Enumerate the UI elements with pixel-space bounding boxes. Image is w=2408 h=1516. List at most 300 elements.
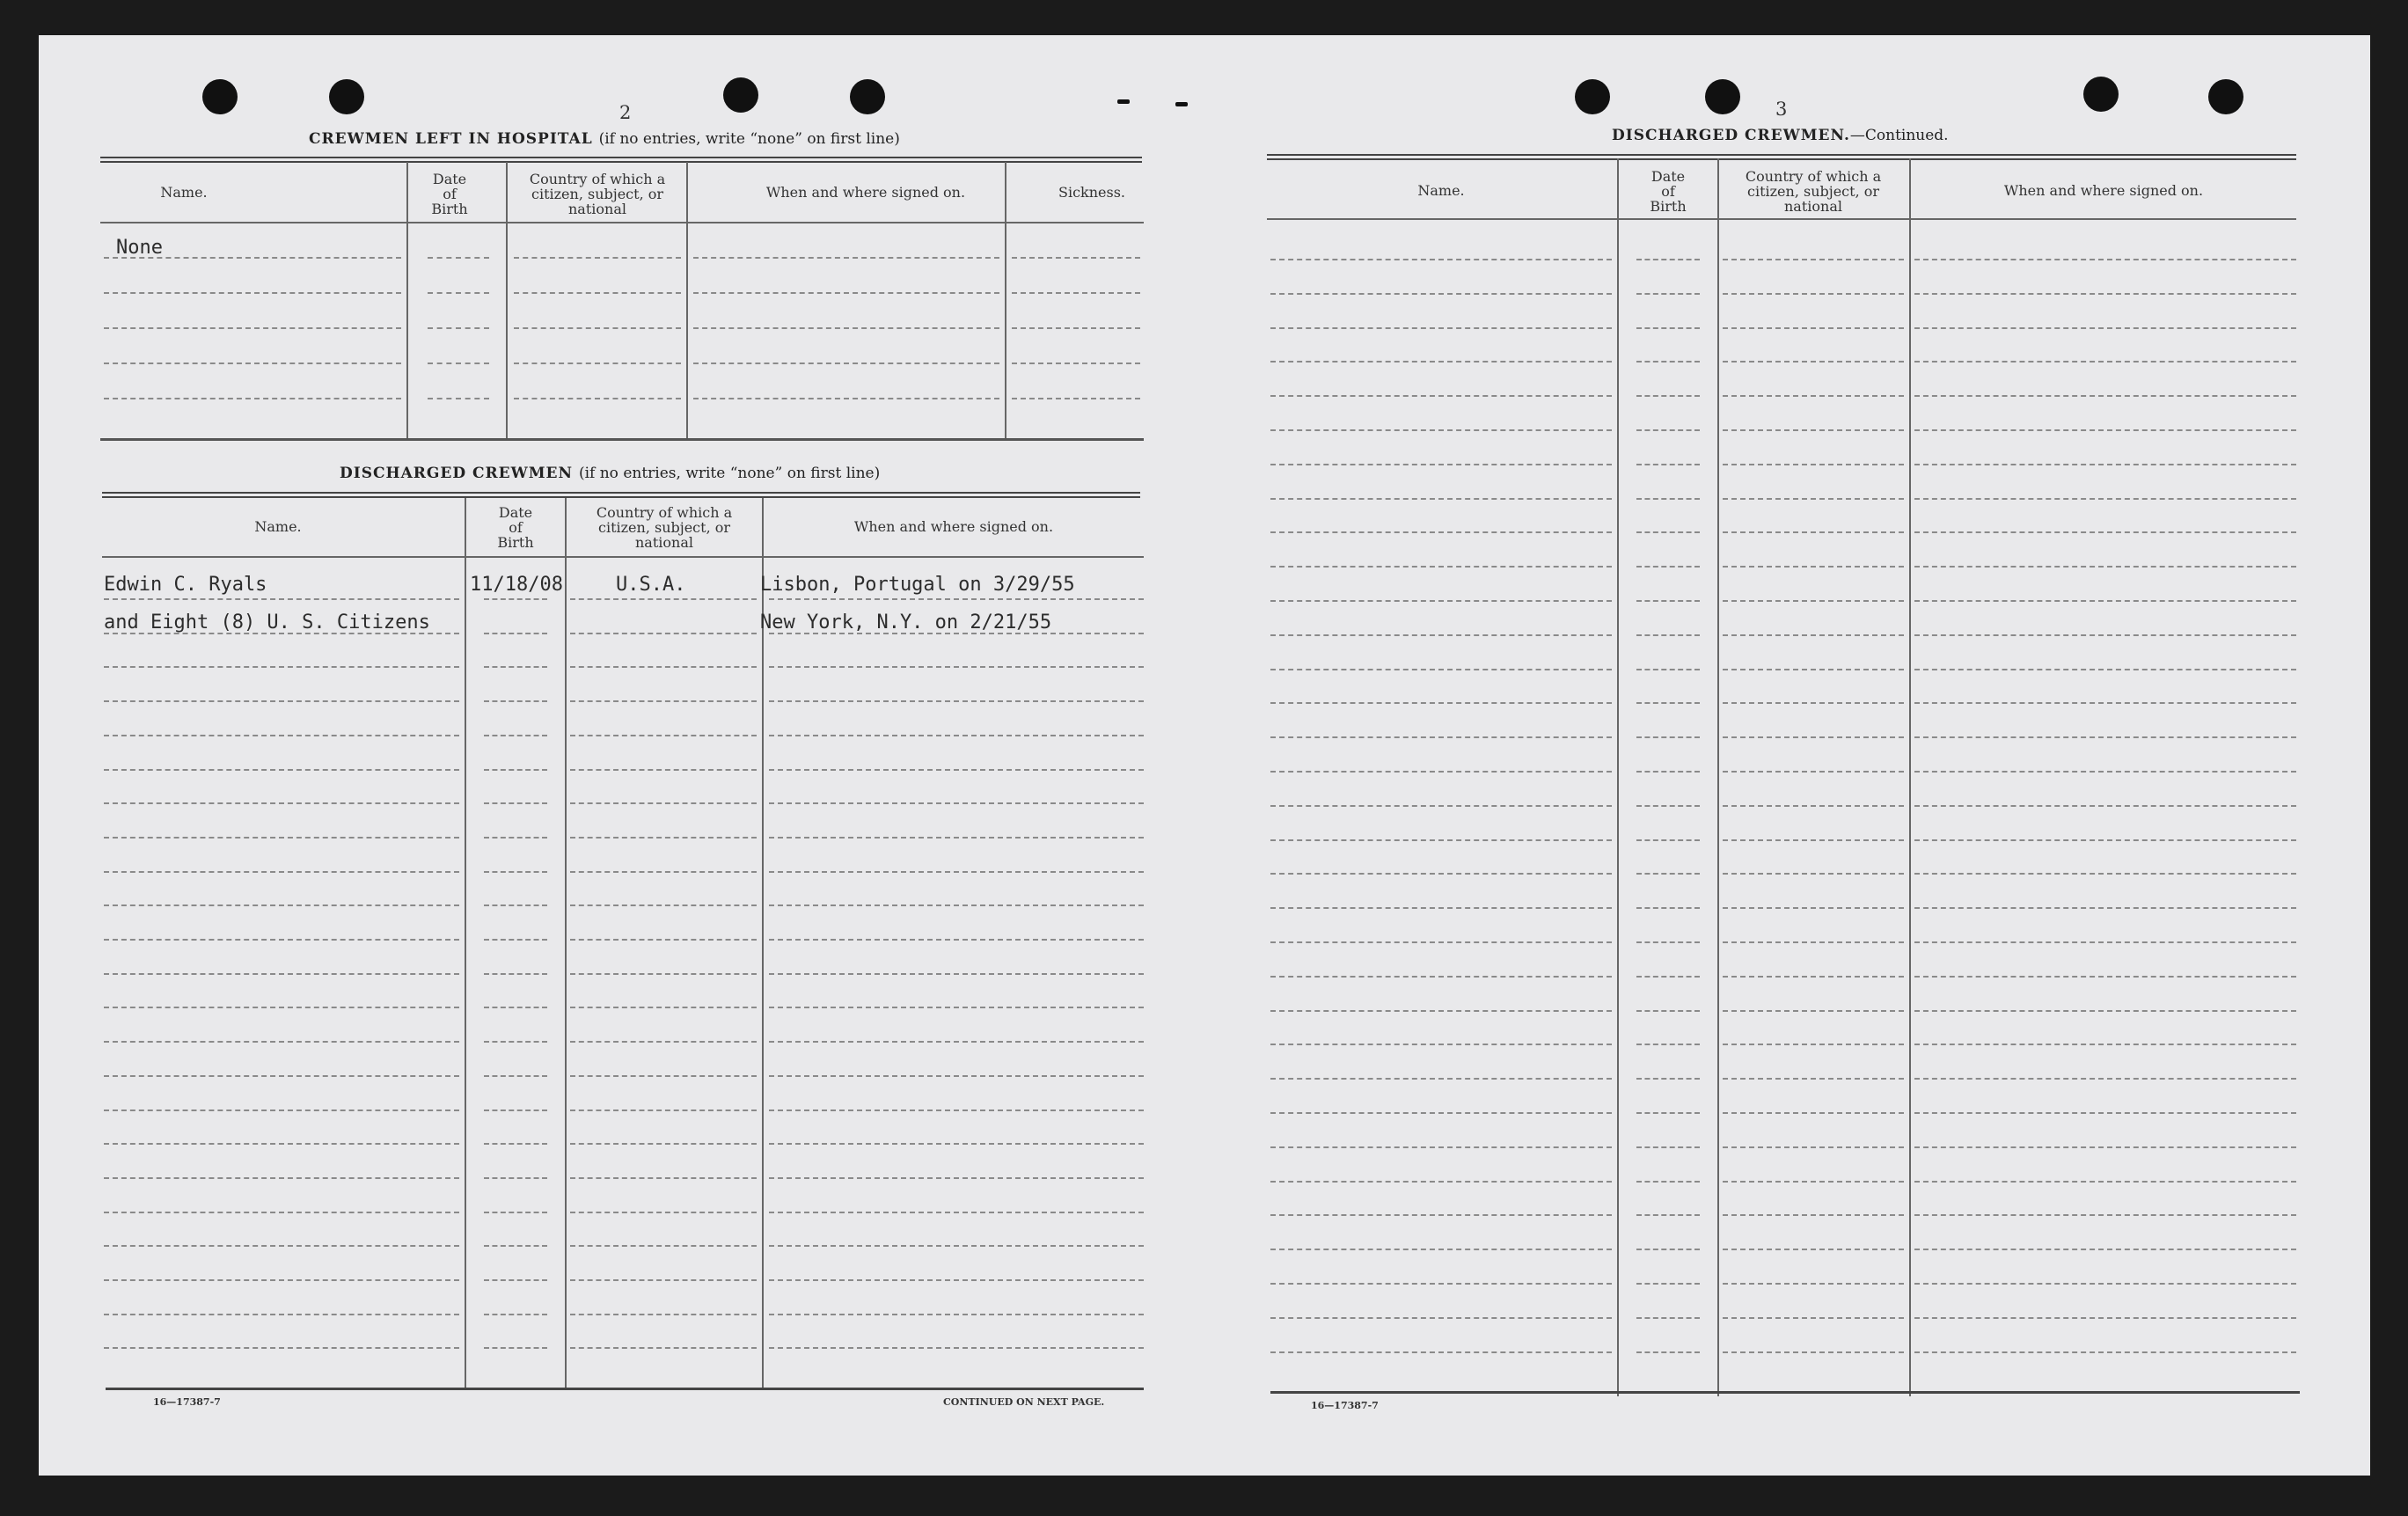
- ruled-line: [769, 1347, 1144, 1349]
- ruled-line: [570, 633, 757, 634]
- ruled-line: [769, 1041, 1144, 1043]
- ruled-line: [1914, 1146, 2296, 1148]
- ruled-line: [1914, 1044, 2296, 1045]
- ruled-line: [1636, 464, 1700, 465]
- ruled-line: [1723, 771, 1904, 773]
- ruled-line: [570, 1347, 757, 1349]
- ruled-line: [1270, 634, 1612, 636]
- ruled-line: [484, 837, 547, 839]
- ruled-line: [1636, 1249, 1700, 1250]
- ruled-line: [1270, 464, 1612, 465]
- column-divider: [1617, 158, 1619, 1396]
- ruled-line: [570, 1314, 757, 1315]
- ruled-line: [1636, 736, 1700, 738]
- ruled-line: [1270, 873, 1612, 875]
- column-divider: [686, 162, 688, 439]
- ruled-line: [570, 871, 757, 873]
- ruled-line: [428, 398, 489, 399]
- ruled-line: [484, 633, 547, 634]
- ruled-line: [104, 598, 459, 600]
- ruled-line: [104, 327, 401, 329]
- ruled-line: [769, 1075, 1144, 1077]
- ruled-line: [1723, 941, 1904, 943]
- ruled-line: [1270, 1044, 1612, 1045]
- ruled-line: [484, 1177, 547, 1179]
- ruled-line: [769, 973, 1144, 975]
- ruled-line: [1270, 736, 1612, 738]
- ruled-line: [1636, 327, 1700, 329]
- ruled-line: [104, 700, 459, 702]
- crew-signed-on: New York, N.Y. on 2/21/55: [760, 612, 1052, 633]
- ruled-line: [1723, 634, 1904, 636]
- ruled-line: [1636, 771, 1700, 773]
- ruled-line: [1914, 839, 2296, 841]
- ruled-line: [570, 973, 757, 975]
- ruled-line: [1723, 498, 1904, 500]
- ruled-line: [1914, 1214, 2296, 1216]
- ruled-line: [514, 398, 681, 399]
- ruled-line: [769, 1212, 1144, 1213]
- ruled-line: [1723, 429, 1904, 431]
- discharged-section-title: DISCHARGED CREWMEN (if no entries, write “none” on first line): [340, 465, 881, 482]
- ruled-line: [428, 292, 489, 294]
- ruled-line: [1270, 941, 1612, 943]
- punch-hole: [202, 79, 238, 114]
- ruled-line: [1723, 1317, 1904, 1319]
- column-header: When and where signed on.: [765, 184, 966, 201]
- ruled-line: [1914, 1283, 2296, 1285]
- ruled-line: [1636, 1317, 1700, 1319]
- ruled-line: [428, 257, 489, 259]
- ruled-line: [1914, 395, 2296, 397]
- ruled-line: [514, 327, 681, 329]
- ruled-line: [1723, 1146, 1904, 1148]
- ruled-line: [1270, 327, 1612, 329]
- ruled-line: [769, 1245, 1144, 1247]
- crew-signed-on: Lisbon, Portugal on 3/29/55: [760, 574, 1075, 596]
- ruled-line: [1914, 361, 2296, 363]
- ruled-line: [1723, 1283, 1904, 1285]
- ruled-line: [1723, 976, 1904, 978]
- ruled-line: [1270, 566, 1612, 568]
- ruled-line: [1270, 1351, 1612, 1353]
- ruled-line: [484, 1110, 547, 1111]
- ruled-line: [570, 1007, 757, 1008]
- header-rule: [100, 222, 1144, 223]
- ruled-line: [1270, 702, 1612, 704]
- column-divider: [406, 162, 408, 439]
- ruled-line: [1723, 1249, 1904, 1250]
- ruled-line: [1914, 1351, 2296, 1353]
- ruled-line: [1270, 669, 1612, 670]
- column-header: Country of which a citizen, subject, or national: [596, 504, 733, 551]
- ruled-line: [484, 1314, 547, 1315]
- hospital-entry: None: [116, 237, 163, 259]
- ruled-line: [693, 363, 999, 364]
- ruled-line: [570, 700, 757, 702]
- ruled-line: [1723, 1351, 1904, 1353]
- page-number: 2: [619, 102, 632, 123]
- ruled-line: [1914, 531, 2296, 533]
- ruled-line: [104, 398, 401, 399]
- ruled-line: [1636, 907, 1700, 909]
- ruled-line: [1270, 293, 1612, 295]
- punch-hole: [329, 79, 364, 114]
- ruled-line: [1636, 566, 1700, 568]
- ruled-line: [1636, 873, 1700, 875]
- crew-name: Edwin C. Ryals: [104, 574, 267, 596]
- ruled-line: [514, 292, 681, 294]
- ruled-line: [104, 802, 459, 804]
- ruled-line: [1636, 702, 1700, 704]
- ruled-line: [570, 1279, 757, 1281]
- ruled-line: [484, 871, 547, 873]
- ruled-line: [1636, 395, 1700, 397]
- ruled-line: [769, 1007, 1144, 1008]
- form-number: 16—17387-7: [1311, 1400, 1379, 1411]
- ruled-line: [104, 1075, 459, 1077]
- ruled-line: [1636, 976, 1700, 978]
- ruled-line: [428, 327, 489, 329]
- ruled-line: [1636, 839, 1700, 841]
- ruled-line: [570, 1212, 757, 1213]
- ruled-line: [570, 904, 757, 906]
- ruled-line: [104, 735, 459, 736]
- ruled-line: [104, 1110, 459, 1111]
- ruled-line: [1914, 873, 2296, 875]
- ruled-line: [693, 257, 999, 259]
- ruled-line: [1270, 1249, 1612, 1250]
- ruled-line: [1723, 873, 1904, 875]
- ruled-line: [1723, 600, 1904, 602]
- ruled-line: [104, 939, 459, 941]
- ruled-line: [1723, 1112, 1904, 1114]
- ruled-line: [104, 1041, 459, 1043]
- ruled-line: [484, 735, 547, 736]
- ruled-line: [1636, 600, 1700, 602]
- ruled-line: [1270, 361, 1612, 363]
- ruled-line: [570, 1143, 757, 1145]
- ruled-line: [484, 1007, 547, 1008]
- ruled-line: [484, 700, 547, 702]
- ruled-line: [428, 363, 489, 364]
- ruled-line: [1636, 1010, 1700, 1012]
- ruled-line: [1636, 634, 1700, 636]
- ruled-line: [104, 769, 459, 771]
- ruled-line: [1636, 1351, 1700, 1353]
- ruled-line: [1914, 771, 2296, 773]
- ruled-line: [104, 1347, 459, 1349]
- ruled-line: [769, 700, 1144, 702]
- ruled-line: [570, 939, 757, 941]
- ruled-line: [104, 1212, 459, 1213]
- ruled-line: [1636, 1181, 1700, 1183]
- ruled-line: [484, 1347, 547, 1349]
- ruled-line: [104, 1007, 459, 1008]
- ruled-line: [1012, 398, 1140, 399]
- ruled-line: [1270, 1146, 1612, 1148]
- ruled-line: [104, 292, 401, 294]
- ruled-line: [1012, 257, 1140, 259]
- ruled-line: [1270, 600, 1612, 602]
- bottom-rule: [1270, 1391, 2300, 1394]
- ruled-line: [104, 1143, 459, 1145]
- ruled-line: [1636, 1078, 1700, 1080]
- ruled-line: [1636, 498, 1700, 500]
- ruled-line: [514, 363, 681, 364]
- crew-dob: 11/18/08: [470, 574, 563, 596]
- section-rule: [1267, 154, 2296, 160]
- ruled-line: [769, 735, 1144, 736]
- ruled-line: [570, 1177, 757, 1179]
- ruled-line: [769, 666, 1144, 668]
- ruled-line: [1914, 1010, 2296, 1012]
- section-rule: [102, 492, 1140, 498]
- crew-name: and Eight (8) U. S. Citizens: [104, 612, 430, 633]
- column-header: Date of Birth: [431, 171, 468, 217]
- ruled-line: [1723, 464, 1904, 465]
- ruled-line: [104, 363, 401, 364]
- page-number: 3: [1775, 99, 1788, 120]
- column-divider: [1717, 158, 1719, 1396]
- ruled-line: [769, 802, 1144, 804]
- ruled-line: [769, 1177, 1144, 1179]
- ruled-line: [1270, 805, 1612, 807]
- ruled-line: [1914, 259, 2296, 260]
- ruled-line: [1914, 429, 2296, 431]
- ruled-line: [1723, 327, 1904, 329]
- ruled-line: [1723, 259, 1904, 260]
- ruled-line: [1914, 327, 2296, 329]
- ruled-line: [1914, 907, 2296, 909]
- ruled-line: [484, 1279, 547, 1281]
- ruled-line: [1636, 669, 1700, 670]
- ruled-line: [104, 1314, 459, 1315]
- ruled-line: [1636, 531, 1700, 533]
- ruled-line: [484, 802, 547, 804]
- ruled-line: [1914, 702, 2296, 704]
- ruled-line: [1914, 941, 2296, 943]
- header-rule: [1267, 218, 2296, 220]
- ruled-line: [1636, 429, 1700, 431]
- discharged-continued-title: DISCHARGED CREWMEN.—Continued.: [1612, 127, 1949, 144]
- ruled-line: [1723, 1214, 1904, 1216]
- ruled-line: [1270, 1010, 1612, 1012]
- ruled-line: [769, 871, 1144, 873]
- column-header: Sickness.: [1058, 184, 1125, 201]
- column-header: When and where signed on.: [853, 518, 1054, 535]
- ruled-line: [1636, 805, 1700, 807]
- ruled-line: [1914, 1249, 2296, 1250]
- header-rule: [102, 556, 1144, 558]
- ruled-line: [769, 769, 1144, 771]
- ruled-line: [1270, 1112, 1612, 1114]
- ruled-line: [1914, 805, 2296, 807]
- ruled-line: [1636, 1044, 1700, 1045]
- ruled-line: [570, 598, 757, 600]
- column-header: Country of which a citizen, subject, or national: [1745, 168, 1882, 215]
- mark: [1117, 99, 1130, 104]
- ruled-line: [1636, 259, 1700, 260]
- ruled-line: [570, 802, 757, 804]
- ruled-line: [1270, 907, 1612, 909]
- ruled-line: [769, 939, 1144, 941]
- ruled-line: [693, 398, 999, 399]
- ruled-line: [1270, 839, 1612, 841]
- ruled-line: [104, 1177, 459, 1179]
- ruled-line: [1723, 293, 1904, 295]
- hospital-section-title: CREWMEN LEFT IN HOSPITAL (if no entries, write “none” on first line): [309, 130, 900, 148]
- column-divider: [506, 162, 508, 439]
- crew-country: U.S.A.: [616, 574, 686, 596]
- column-divider: [465, 498, 466, 1390]
- ruled-line: [570, 666, 757, 668]
- column-divider: [565, 498, 567, 1390]
- punch-hole: [723, 77, 758, 113]
- ruled-line: [1270, 429, 1612, 431]
- ruled-line: [104, 837, 459, 839]
- section-rule: [100, 438, 1144, 441]
- ruled-line: [570, 735, 757, 736]
- ruled-line: [1270, 395, 1612, 397]
- ruled-line: [484, 598, 547, 600]
- ruled-line: [693, 327, 999, 329]
- ruled-line: [484, 1143, 547, 1145]
- ruled-line: [1723, 1044, 1904, 1045]
- ruled-line: [1914, 293, 2296, 295]
- ruled-line: [484, 973, 547, 975]
- ruled-line: [570, 1245, 757, 1247]
- ruled-line: [484, 769, 547, 771]
- form-number: 16—17387-7: [153, 1396, 221, 1408]
- ruled-line: [1723, 361, 1904, 363]
- ruled-line: [1723, 566, 1904, 568]
- ruled-line: [1270, 771, 1612, 773]
- ruled-line: [1636, 1146, 1700, 1148]
- ruled-line: [1723, 395, 1904, 397]
- column-header: When and where signed on.: [2003, 182, 2204, 199]
- ruled-line: [570, 769, 757, 771]
- column-header: Country of which a citizen, subject, or national: [529, 171, 666, 217]
- ruled-line: [1270, 1317, 1612, 1319]
- ruled-line: [769, 904, 1144, 906]
- continued-note: CONTINUED ON NEXT PAGE.: [943, 1396, 1105, 1408]
- ruled-line: [1914, 498, 2296, 500]
- column-divider: [1005, 162, 1006, 439]
- ruled-line: [104, 871, 459, 873]
- ruled-line: [104, 666, 459, 668]
- ruled-line: [514, 257, 681, 259]
- ruled-line: [1723, 531, 1904, 533]
- ruled-line: [1723, 669, 1904, 670]
- column-header: Date of Birth: [1650, 168, 1687, 215]
- punch-hole: [1705, 79, 1740, 114]
- ruled-line: [1012, 292, 1140, 294]
- ruled-line: [1636, 361, 1700, 363]
- ruled-line: [1914, 464, 2296, 465]
- ruled-line: [693, 292, 999, 294]
- ruled-line: [1636, 293, 1700, 295]
- ruled-line: [570, 837, 757, 839]
- ruled-line: [1914, 1112, 2296, 1114]
- ruled-line: [1270, 1214, 1612, 1216]
- ruled-line: [1914, 1181, 2296, 1183]
- ruled-line: [484, 904, 547, 906]
- ruled-line: [1914, 976, 2296, 978]
- punch-hole: [1575, 79, 1610, 114]
- ruled-line: [1723, 1010, 1904, 1012]
- ruled-line: [1012, 327, 1140, 329]
- column-header: Name.: [160, 184, 208, 201]
- document-sheet: [39, 35, 2370, 1476]
- ruled-line: [570, 1110, 757, 1111]
- ruled-line: [1723, 1181, 1904, 1183]
- ruled-line: [1723, 839, 1904, 841]
- ruled-line: [1914, 1317, 2296, 1319]
- ruled-line: [1914, 566, 2296, 568]
- ruled-line: [484, 939, 547, 941]
- ruled-line: [1636, 1283, 1700, 1285]
- ruled-line: [1723, 1078, 1904, 1080]
- ruled-line: [104, 973, 459, 975]
- ruled-line: [1914, 736, 2296, 738]
- column-divider: [1909, 158, 1911, 1396]
- ruled-line: [104, 1279, 459, 1281]
- ruled-line: [1270, 1078, 1612, 1080]
- ruled-line: [1270, 531, 1612, 533]
- ruled-line: [484, 1212, 547, 1213]
- ruled-line: [1914, 1078, 2296, 1080]
- ruled-line: [484, 1075, 547, 1077]
- ruled-line: [1723, 907, 1904, 909]
- ruled-line: [570, 1041, 757, 1043]
- ruled-line: [1270, 976, 1612, 978]
- ruled-line: [1723, 736, 1904, 738]
- ruled-line: [769, 1314, 1144, 1315]
- ruled-line: [1270, 259, 1612, 260]
- ruled-line: [570, 1075, 757, 1077]
- punch-hole: [2083, 77, 2119, 112]
- ruled-line: [104, 904, 459, 906]
- ruled-line: [769, 1143, 1144, 1145]
- ruled-line: [1012, 363, 1140, 364]
- ruled-line: [1270, 1283, 1612, 1285]
- ruled-line: [1636, 941, 1700, 943]
- ruled-line: [1723, 702, 1904, 704]
- ruled-line: [769, 1279, 1144, 1281]
- ruled-line: [1270, 1181, 1612, 1183]
- ruled-line: [1914, 634, 2296, 636]
- ruled-line: [104, 1245, 459, 1247]
- section-rule: [100, 157, 1142, 163]
- column-header: Name.: [254, 518, 302, 535]
- ruled-line: [1914, 600, 2296, 602]
- ruled-line: [1914, 669, 2296, 670]
- ruled-line: [484, 1041, 547, 1043]
- ruled-line: [1723, 805, 1904, 807]
- ruled-line: [1636, 1112, 1700, 1114]
- punch-hole: [2208, 79, 2243, 114]
- column-header: Date of Birth: [497, 504, 534, 551]
- ruled-line: [769, 837, 1144, 839]
- ruled-line: [1270, 498, 1612, 500]
- punch-hole: [850, 79, 885, 114]
- ruled-line: [1636, 1214, 1700, 1216]
- ruled-line: [484, 666, 547, 668]
- mark: [1175, 102, 1188, 106]
- ruled-line: [769, 598, 1144, 600]
- column-header: Name.: [1417, 182, 1465, 199]
